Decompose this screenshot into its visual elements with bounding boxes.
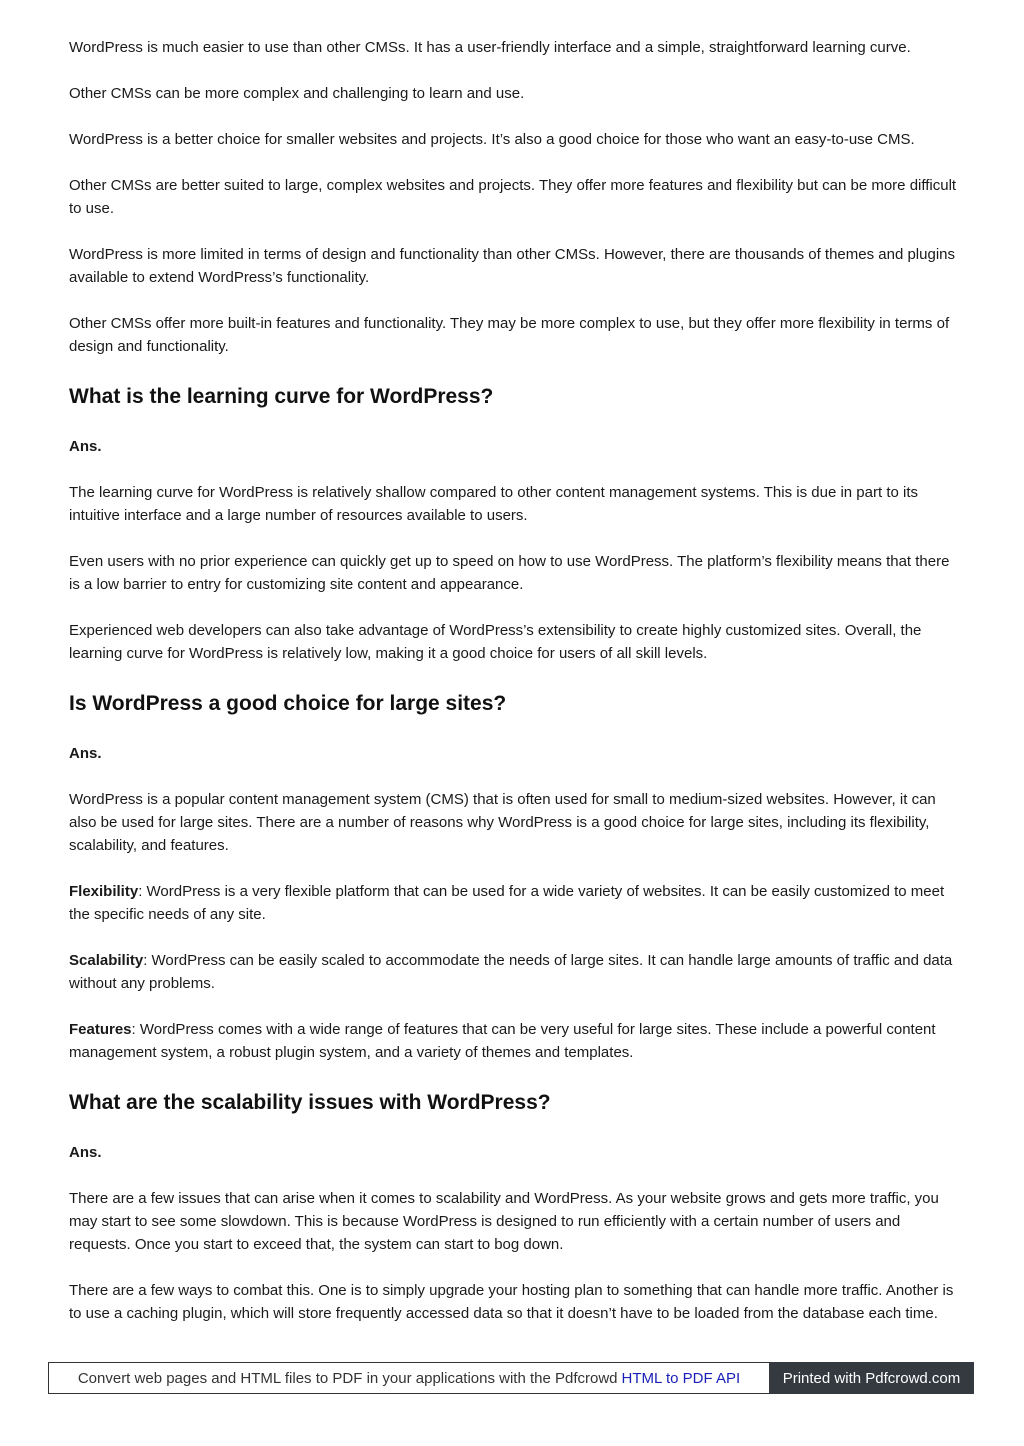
article-content [69, 36, 964, 1348]
footer-promo-text: Convert web pages and HTML files to PDF in your applications with the Pdfcrowd [77, 1369, 618, 1387]
point-text: : WordPress is a very flexible platform that can be used for a wide variety of websites. It can be easily customized to meet the specific needs of any site. [69, 883, 945, 923]
paragraph: WordPress is more limited in terms of design and functionality than other CMSs. However, there are thousands of themes and plugins available to extend WordPress’s functionality. [69, 246, 955, 286]
section-heading-learning-curve: What is the learning curve for WordPress? [69, 385, 494, 408]
paragraph: The learning curve for WordPress is relatively shallow compared to other content management systems. This is due in part to its intuitive interface and a large number of resources available to users. [69, 484, 918, 524]
section-heading-scalability-issues: What are the scalability issues with WordPress? [69, 1091, 551, 1114]
paragraph: Experienced web developers can also take advantage of WordPress’s extensibility to create highly customized sites. Overall, the learning curve for WordPress is relatively low, making it a good choice for users of all skill levels. [69, 622, 922, 662]
point-term: Flexibility [69, 883, 139, 900]
paragraph: There are a few issues that can arise when it comes to scalability and WordPress. As your website grows and gets more traffic, you may start to see some slowdown. This is because WordPress is designed to run efficiently with a certain number of users and requests. Once you start to exceed that, the system can start to bog down. [69, 1190, 939, 1253]
paragraph: Other CMSs can be more complex and challenging to learn and use. [69, 85, 525, 102]
footer-promo [48, 1362, 769, 1394]
point-text: : WordPress comes with a wide range of features that can be very useful for large sites. These include a powerful content management system, a robust plugin system, and a variety of themes and templates. [69, 1021, 936, 1061]
point-features [69, 1018, 964, 1064]
answer-label: Ans. [69, 745, 102, 762]
printed-with-pdfcrowd-link[interactable]: Printed with Pdfcrowd.com [769, 1362, 974, 1394]
point-term: Features [69, 1021, 132, 1038]
paragraph: Other CMSs are better suited to large, complex websites and projects. They offer more features and flexibility but can be more difficult to use. [69, 177, 957, 217]
point-term: Scalability [69, 952, 144, 969]
paragraph: WordPress is much easier to use than other CMSs. It has a user-friendly interface and a simple, straightforward learning curve. [69, 39, 911, 56]
point-text: : WordPress can be easily scaled to accommodate the needs of large sites. It can handle large amounts of traffic and data without any problems. [69, 952, 953, 992]
paragraph: Other CMSs offer more built-in features and functionality. They may be more complex to use, but they offer more flexibility in terms of design and functionality. [69, 315, 950, 355]
answer-label: Ans. [69, 438, 102, 455]
point-scalability [69, 949, 964, 995]
pdfcrowd-footer-banner [48, 1362, 974, 1394]
answer-label: Ans. [69, 1144, 102, 1161]
section-heading-large-sites: Is WordPress a good choice for large sites? [69, 692, 507, 715]
paragraph: WordPress is a better choice for smaller websites and projects. It’s also a good choice for those who want an easy-to-use CMS. [69, 131, 915, 148]
point-flexibility [69, 880, 964, 926]
paragraph: WordPress is a popular content management system (CMS) that is often used for small to medium-sized websites. However, it can also be used for large sites. There are a number of reasons why WordPress is a good choice for large sites, including its flexibility, scalability, and features. [69, 791, 936, 854]
html-to-pdf-api-link[interactable]: HTML to PDF API [621, 1369, 741, 1387]
paragraph: There are a few ways to combat this. One is to simply upgrade your hosting plan to something that can handle more traffic. Another is to use a caching plugin, which will store frequently accessed data so that it doesn’t have to be loaded from the database each time. [69, 1282, 954, 1322]
paragraph: Even users with no prior experience can quickly get up to speed on how to use WordPress. The platform’s flexibility means that there is a low barrier to entry for customizing site content and appearance. [69, 553, 950, 593]
